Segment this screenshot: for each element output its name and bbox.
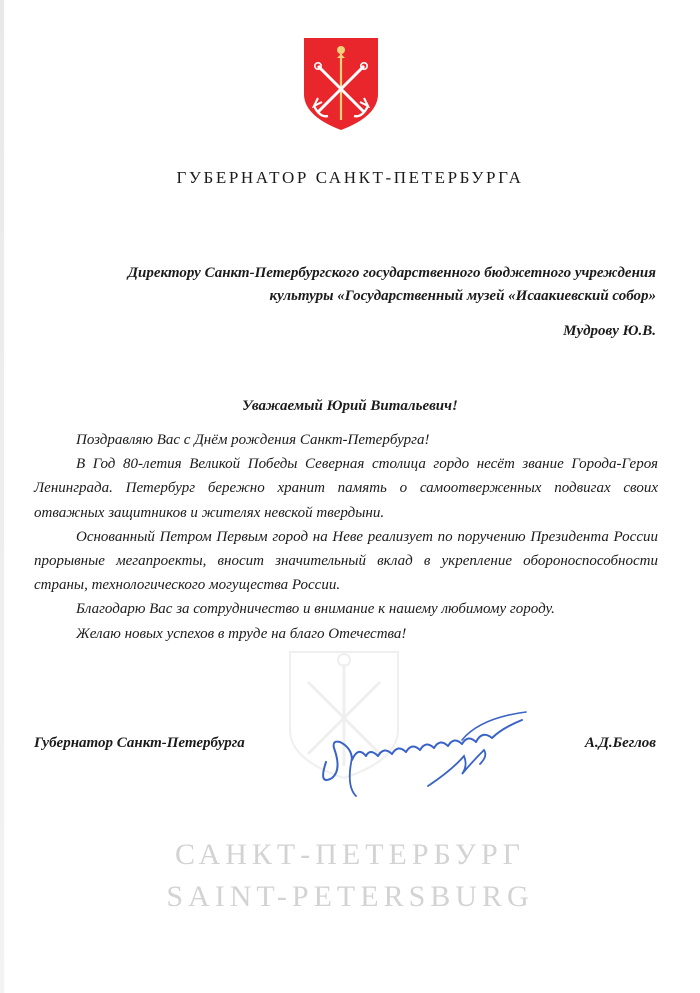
addressee-name: Мудрову Ю.В. (563, 323, 656, 339)
paragraph: Желаю новых успехов в труде на благо Отечества! (76, 625, 407, 642)
salutation: Уважаемый Юрий Витальевич! (242, 398, 458, 414)
paragraph: Основанный Петром Первым город на Неве реализует по поручению Президента России прорывные мегапроекты, вносит значительный вклад в укрепление обороноспособности страны, технологического могущества России. (34, 528, 658, 594)
addressee-block: Директору Санкт-Петербургского государственного бюджетного учреждения культуры «Государственный музей «Исаакиевский собор» (127, 265, 656, 304)
watermark-city-ru: САНКТ-ПЕТЕРБУРГ (175, 838, 525, 871)
paragraph: В Год 80-летия Великой Победы Северная столица гордо несёт звание Города-Героя Ленинграда. Петербург бережно хранит память о самоотверженных подвигах своих отважных защитников и жителях невской твердыни. (34, 456, 658, 521)
signature-name: А.Д.Беглов (584, 735, 656, 751)
paragraph: Поздравляю Вас с Днём рождения Санкт-Петербурга! (76, 432, 430, 448)
signature-title: Губернатор Санкт-Петербурга (34, 735, 245, 751)
sender-header: ГУБЕРНАТОР САНКТ-ПЕТЕРБУРГА (176, 168, 524, 187)
paragraph: Благодарю Вас за сотрудничество и внимание к нашему любимому городу. (76, 601, 555, 618)
letter-body (34, 428, 658, 646)
coat-of-arms-icon (302, 36, 380, 132)
watermark-city-en: SAINT-PETERSBURG (166, 880, 534, 913)
signature-mark (312, 700, 548, 800)
